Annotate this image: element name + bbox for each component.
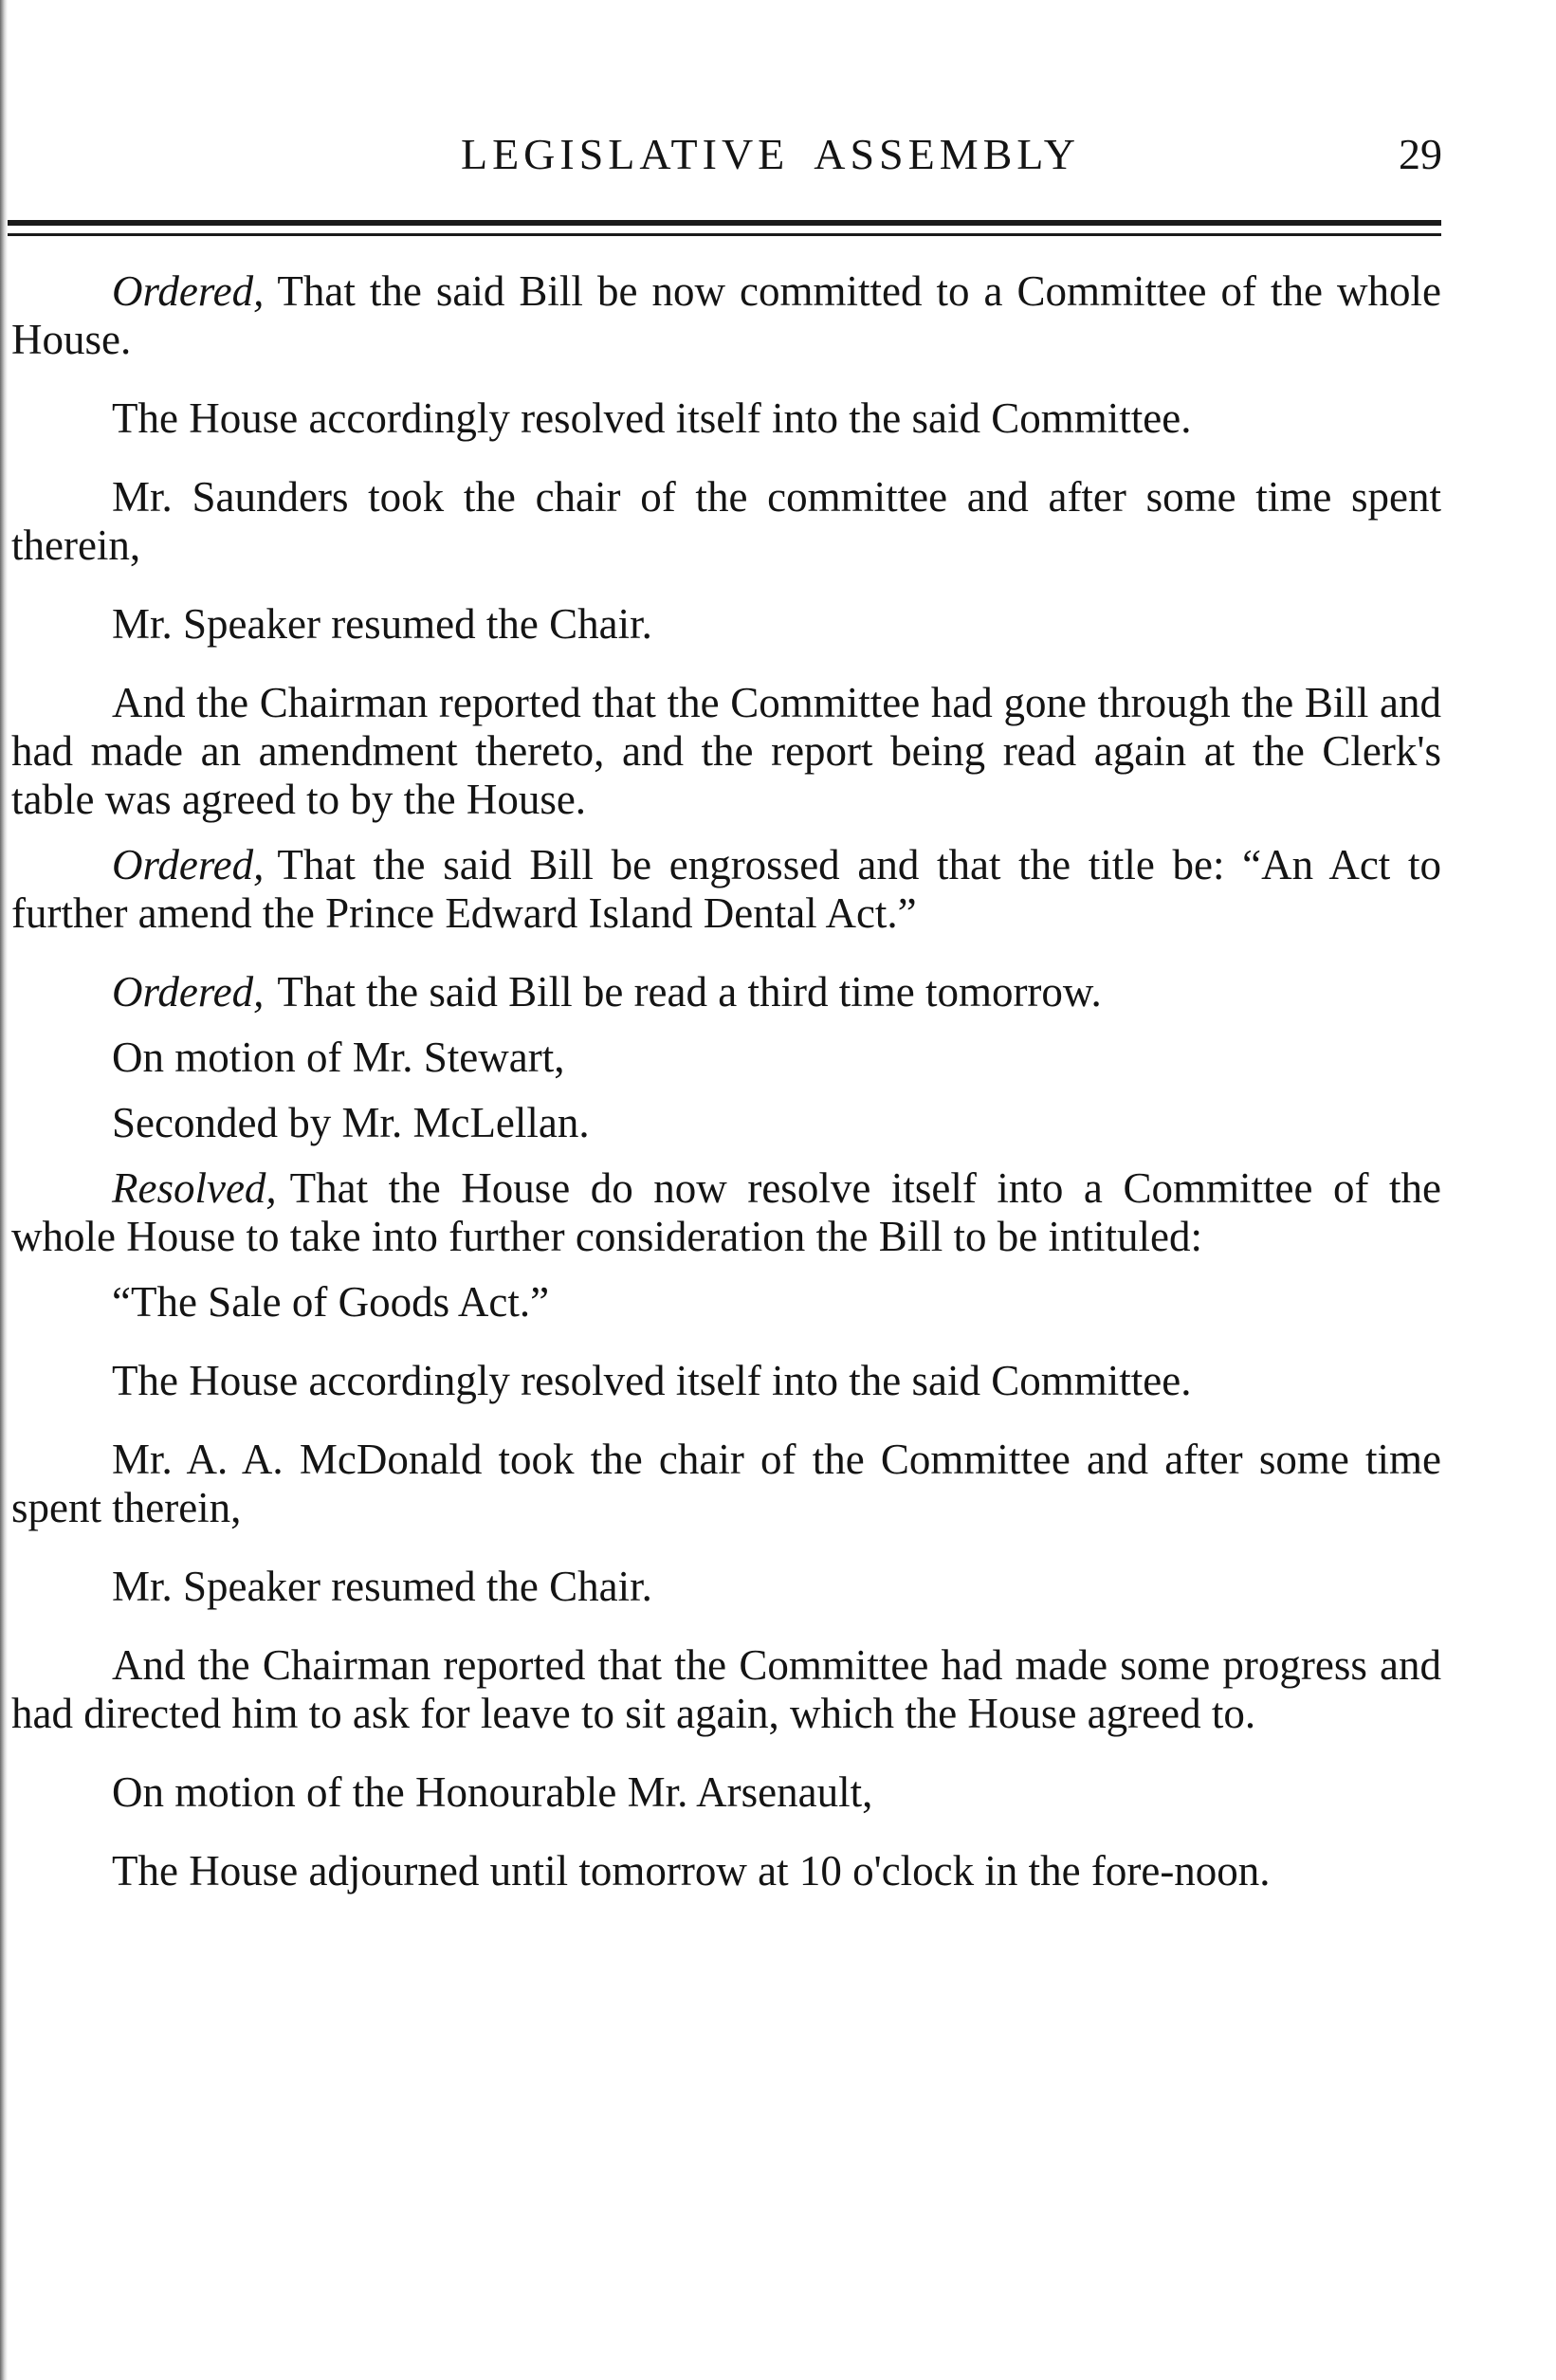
paragraph-text: Seconded by Mr. McLellan. xyxy=(112,1099,590,1146)
paragraph-8 xyxy=(11,1034,1441,1082)
paragraph-text: Mr. Speaker resumed the Chair. xyxy=(112,600,652,648)
paragraph-15 xyxy=(11,1641,1441,1738)
paragraph-5 xyxy=(11,679,1441,824)
paragraph-text: That the said Bill be engrossed and that the title be: “An Act to further amend the Prince Edward Island Dental Act.” xyxy=(11,841,1441,937)
paragraph-3 xyxy=(11,473,1441,570)
paragraph-14 xyxy=(11,1563,1441,1611)
header-rule-thick xyxy=(8,220,1441,226)
paragraph-text: That the said Bill be now committed to a Committee of the whole House. xyxy=(11,267,1441,363)
paragraph-16 xyxy=(11,1768,1441,1817)
paragraph-text: And the Chairman reported that the Committee had made some progress and had directed him to ask for leave to sit again, which the House agreed to. xyxy=(11,1641,1441,1737)
paragraph-9 xyxy=(11,1099,1441,1147)
paragraph-lead: Ordered, xyxy=(112,267,265,315)
paragraph-text: On motion of the Honourable Mr. Arsenault, xyxy=(112,1768,873,1816)
paragraph-text: On motion of Mr. Stewart, xyxy=(112,1034,565,1081)
paragraph-text: And the Chairman reported that the Committee had gone through the Bill and had made an amendment thereto, and the report being read again at the Clerk's table was agreed to by the House. xyxy=(11,679,1441,823)
body-text xyxy=(11,267,1441,1926)
paragraph-10 xyxy=(11,1164,1441,1261)
paragraph-12 xyxy=(11,1357,1441,1405)
paragraph-13 xyxy=(11,1436,1441,1532)
paragraph-6 xyxy=(11,841,1441,938)
paragraph-7 xyxy=(11,968,1441,1016)
paragraph-lead: Ordered, xyxy=(112,841,265,888)
page-edge xyxy=(0,0,8,2380)
paragraph-text: That the House do now resolve itself into a Committee of the whole House to take into further consideration the Bill to be intituled: xyxy=(11,1164,1441,1260)
paragraph-11 xyxy=(11,1278,1441,1327)
paragraph-text: “The Sale of Goods Act.” xyxy=(112,1278,550,1326)
paragraph-4 xyxy=(11,600,1441,649)
page-number: 29 xyxy=(1399,130,1442,178)
paragraph-text: The House adjourned until tomorrow at 10 o'clock in the fore-noon. xyxy=(112,1847,1271,1895)
paragraph-17 xyxy=(11,1847,1441,1895)
page-header xyxy=(95,112,1446,188)
paragraph-lead: Resolved, xyxy=(112,1164,277,1212)
paragraph-text: That the said Bill be read a third time tomorrow. xyxy=(277,968,1102,1016)
paragraph-text: Mr. Speaker resumed the Chair. xyxy=(112,1563,652,1610)
paragraph-lead: Ordered, xyxy=(112,968,265,1016)
paragraph-text: The House accordingly resolved itself into the said Committee. xyxy=(112,1357,1192,1404)
paragraph-text: Mr. Saunders took the chair of the committee and after some time spent therein, xyxy=(11,473,1441,569)
paragraph-1 xyxy=(11,267,1441,364)
running-title: LEGISLATIVE ASSEMBLY xyxy=(460,130,1081,178)
paragraph-text: The House accordingly resolved itself into the said Committee. xyxy=(112,394,1192,442)
header-rule-thin xyxy=(8,233,1441,236)
paragraph-text: Mr. A. A. McDonald took the chair of the Committee and after some time spent therein, xyxy=(11,1436,1441,1531)
paragraph-2 xyxy=(11,394,1441,443)
